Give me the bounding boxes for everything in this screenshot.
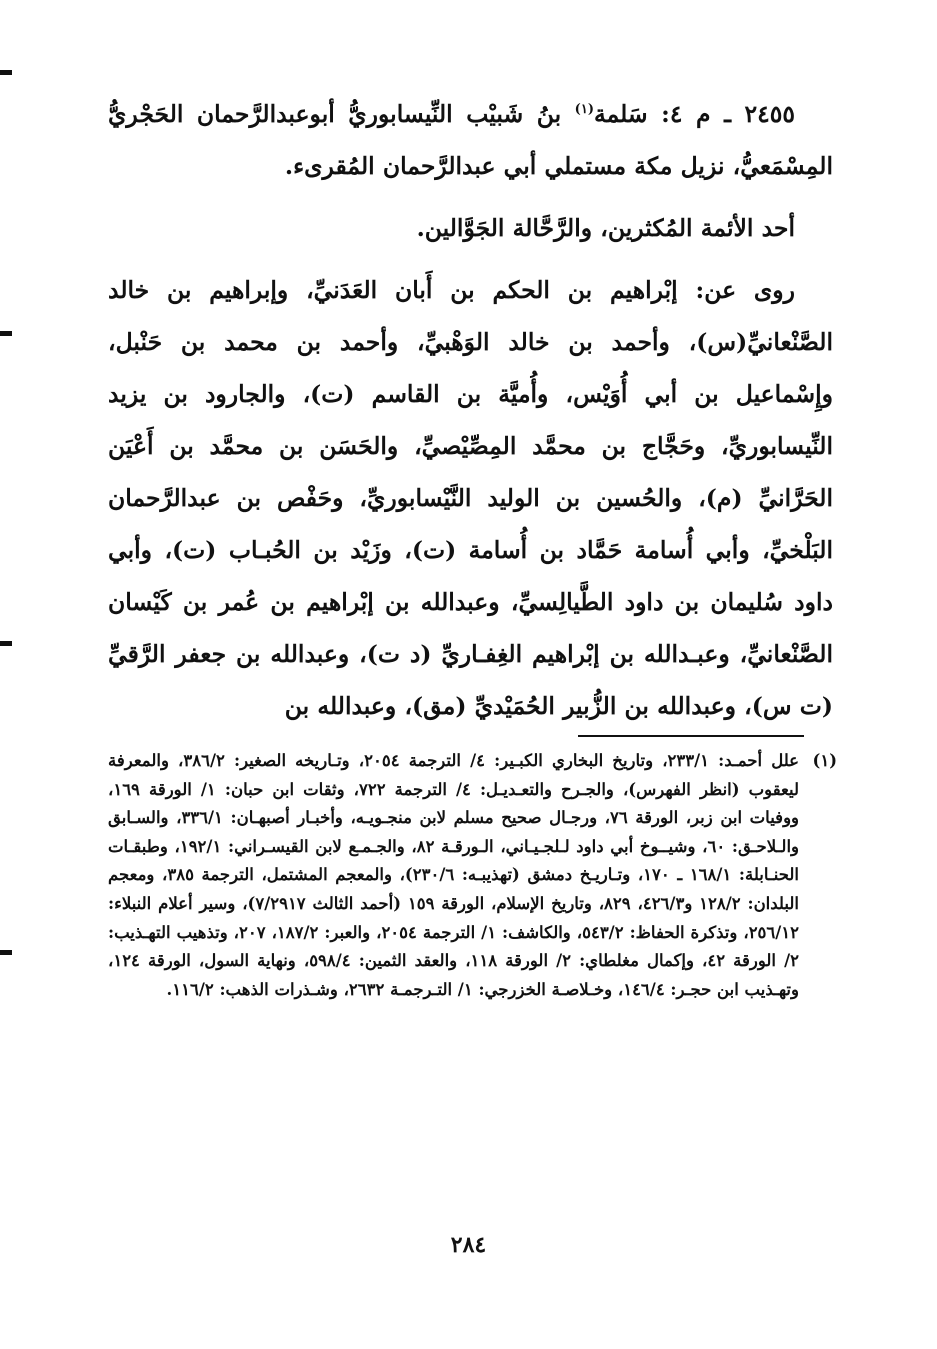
- entry-heading: ٢٤٥٥ ـ م ٤: سَلمة$^{(١)}$ بنُ شَبيْب النِّيسابوريُّ أبوعبدالرَّحمان الحَجْريُّ المِسْمَعيُّ، نزيل مكة مستملي أبي عبدالرَّحمان المُقرىء.: [108, 100, 833, 180]
- footnote-reference[interactable]: (١): [574, 102, 594, 118]
- edge-mark: [0, 331, 12, 336]
- narrators-label: روى عن:: [695, 276, 795, 304]
- edge-mark: [0, 641, 12, 646]
- footnote: [108, 747, 837, 1004]
- edge-mark: [0, 950, 12, 955]
- entry-code: م ٤: [669, 100, 711, 128]
- entry-description: أحد الأئمة المُكثرين، والرَّحَّالة الجَوَّالين.: [416, 214, 795, 242]
- footnote-text: علل أحمـد: ٢٣٣/١، وتاريخ البخاري الكبـير: ٤/ الترجمة ٢٠٥٤، وتـاريخه الصغير: ٣٨٦/٢، والمعرفة ليعقوب (انظر الفهرس)، والجـرح والتعـديـل: ٤/ الترجمة ٧٢٢، وثقات ابن حبان: ١/ الورقة ١٦٩، ووفيات ابن زبر، الورقة ٧٦، ورجـال صحيح مسلم لابن منجـويـه، وأخبـار أصبهـان: ٣٣٦/١، والسـابق والـلاحـق: ٦٠، وشيــوخ أبي داود لـلجـيـاني، الـورقـة ٨٢، والجـمـع لابن القيسـراني: ١٩٢/١، وطبقـات الحنـابلة: ١٦٨/١ ـ ١٧٠، وتـاريـخ دمشق (تهذيبـه: ٢٣٠/٦)، والمعجم المشتمل، الترجمة ٣٨٥، ومعجم البلدان: ١٢٨/٢ و٤٢٦/٣، ٨٢٩، وتاريخ الإسلام، الورقة ١٥٩ (أحمد الثالث ٧/٢٩١٧)، وسير أعلام النبلاء: ٢٥٦/١٢، وتذكرة الحفاظ: ٥٤٣/٢، والكاشف: ١/ الترجمة ٢٠٥٤، والعبر: ١٨٧/٢، ٢٠٧، وتذهيب التهـذيب: ٢/ الورقة ٤٢، وإكمال مغلطاي: ٢/ الورقة ١١٨، والعقد الثمين: ٥٩٨/٤، ونهاية السول، الورقة ١٢٤، وتهـذيب ابن حجـر: ١٤٦/٤، وخـلاصـة الخزرجي: ١/ التـرجمـة ٢٦٣٢، وشـذرات الذهب: ١١٦/٢.: [108, 751, 800, 999]
- page-number: ٢٨٤: [450, 1232, 487, 1258]
- main-text: [108, 88, 833, 732]
- narrators-text: إبْراهيم بن الحكم بن أَبان العَدَنيِّ، وإبراهيم بن خالد الصَّنْعانيِّ(س)، وأحمد بن خالد الوَهْبيِّ، وأحمد بن محمد بن حَنْبل، وإِسْماعيل بن أبي أُوَيْس، وأُميَّة بن القاسم (ت)، والجارود بن يزيد النِّيسابوريِّ، وحَجَّاج بن محمَّد المِصِّيْصيِّ، والحَسَن بن محمَّد بن أَعْيَن الحَرَّانيِّ (م)، والحُسين بن الوليد النَّيْسابوريِّ، وحَفْص بن عبدالرَّحمان البَلْخيِّ، وأبي أُسامة حَمَّاد بن أُسامة (ت)، وزَيْد بن الحُبـاب (ت)، وأبي داود سُليمان بن داود الطَّيالِسيِّ، وعبدالله بن إبْراهيم بن عُمر بن كَيْسان الصَّنْعانيِّ، وعبـدالله بن إبْراهيم الغِفـاريِّ (د ت)، وعبدالله بن جعفر الرَّقيِّ (ت س)، وعبدالله بن الزُّبير الحُمَيْديِّ (مق)، وعبدالله بن: [108, 276, 833, 720]
- entry-dash: ـ: [724, 100, 731, 128]
- narrators-paragraph: [108, 264, 833, 732]
- footnote-marker: (١): [812, 751, 837, 770]
- footnote-divider: [578, 735, 804, 737]
- entry-name: سَلمة: [593, 100, 648, 128]
- entry-number: ٢٤٥٥: [744, 100, 795, 128]
- entry-heading-text: بنُ شَبيْب النِّيسابوريُّ أبوعبدالرَّحمان الحَجْريُّ المِسْمَعيُّ، نزيل مكة مستملي أبي عبدالرَّحمان المُقرىء.: [108, 100, 833, 180]
- edge-mark: [0, 70, 12, 75]
